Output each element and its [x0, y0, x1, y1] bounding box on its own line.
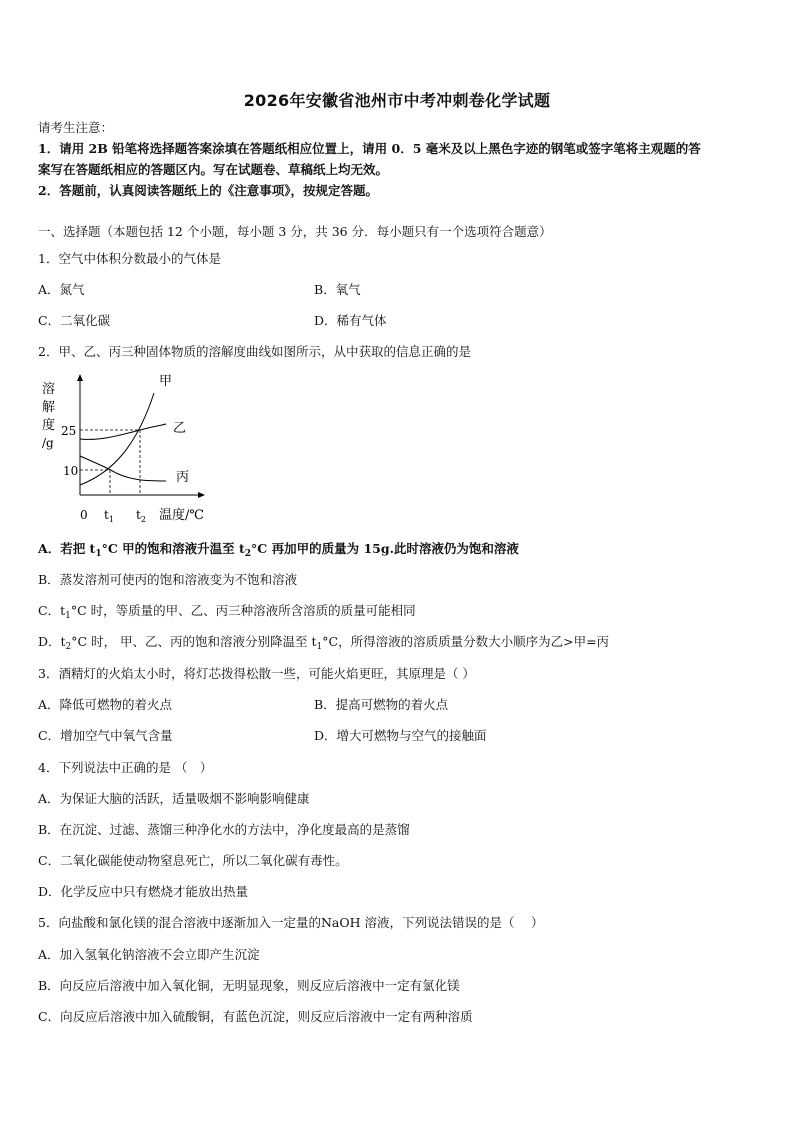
- question-2-option-a: A．若把 $t_1^\circ C$ 甲的饱和溶液升温至 $t_2^\circ C$ 再加甲的质量为 15g.此时溶液仍为饱和溶液: [38, 541, 519, 559]
- question-5-option-a: A．加入氢氧化钠溶液不会立即产生沉淀: [38, 947, 260, 962]
- y-axis-arrow: [77, 374, 83, 381]
- question-3-option-b: B．提高可燃物的着火点: [314, 697, 449, 712]
- y-axis-label-3: 度: [42, 418, 56, 433]
- question-4-option-b: B．在沉淀、过滤、蒸馏三种净化水的方法中，净化度最高的是蒸馏: [38, 822, 410, 837]
- question-1-option-d: D．稀有气体: [314, 313, 387, 328]
- notice-item-1a: 1．请用 2B 铅笔将选择题答案涂填在答题纸相应位置上，请用 0．5 毫米及以上黑色字迹的钢笔或签字笔将主观题的答: [38, 141, 701, 156]
- notice-heading: 请考生注意：: [38, 120, 114, 135]
- question-1-option-a: A．氮气: [38, 282, 85, 297]
- y-axis-label-2: 解: [42, 400, 56, 415]
- y-axis-label-4: /g: [42, 436, 54, 450]
- question-4-option-d: D．化学反应中只有燃烧才能放出热量: [38, 884, 249, 899]
- x-axis-label: 温度/℃: [159, 508, 204, 523]
- origin-label: 0: [80, 508, 88, 522]
- notice-item-2: 2．答题前，认真阅读答题纸上的《注意事项》，按规定答题。: [38, 183, 378, 198]
- question-2-option-d: D．$t_2^\circ C$ 时， 甲、乙、丙的饱和溶液分别降温至 $t_1^\circ C$，所得溶液的溶质质量分数大小顺序为乙>甲=丙: [38, 634, 610, 652]
- question-1-option-b: B．氧气: [314, 282, 361, 297]
- question-1-option-c: C．二氧化碳: [38, 313, 111, 328]
- curve-label-bing: 丙: [176, 470, 190, 485]
- x-tick-t2: $t_2$: [136, 508, 146, 524]
- x-axis-arrow: [198, 492, 205, 498]
- curve-label-jia: 甲: [159, 374, 173, 389]
- question-3-option-c: C．增加空气中氧气含量: [38, 728, 173, 743]
- section-heading: 一、选择题（本题包括 12 个小题，每小题 3 分，共 36 分．每小题只有一个选项符合题意）: [38, 224, 552, 239]
- question-5-stem: 5．向盐酸和氯化镁的混合溶液中逐渐加入一定量的NaOH 溶液，下列说法错误的是（ ）: [38, 915, 544, 930]
- question-4-option-c: C．二氧化碳能使动物窒息死亡，所以二氧化碳有毒性。: [38, 853, 348, 868]
- solubility-graph: [36, 368, 226, 526]
- y-axis-label-1: 溶: [42, 382, 56, 397]
- curve-yi: [80, 424, 166, 439]
- curve-bing: [80, 456, 166, 481]
- curve-label-yi: 乙: [173, 421, 187, 436]
- question-4-option-a: A．为保证大脑的活跃，适量吸烟不影响影响健康: [38, 791, 310, 806]
- question-3-option-d: D．增大可燃物与空气的接触面: [314, 728, 487, 743]
- question-5-option-c: C．向反应后溶液中加入硫酸铜，有蓝色沉淀，则反应后溶液中一定有两种溶质: [38, 1009, 473, 1024]
- page-title: 2026年安徽省池州市中考冲刺卷化学试题: [243, 91, 551, 110]
- question-5-option-b: B．向反应后溶液中加入氧化铜，无明显现象，则反应后溶液中一定有氯化镁: [38, 978, 460, 993]
- notice-item-1b: 案写在答题纸相应的答题区内。写在试题卷、草稿纸上均无效。: [38, 162, 389, 177]
- question-1-stem: 1．空气中体积分数最小的气体是: [38, 251, 221, 266]
- question-2-option-c: C．$t_1^\circ C$ 时，等质量的甲、乙、丙三种溶液所含溶质的质量可能相同: [38, 603, 416, 621]
- question-3-stem: 3．酒精灯的火焰太小时，将灯芯拨得松散一些，可能火焰更旺，其原理是（ ）: [38, 666, 475, 681]
- question-2-option-b: B．蒸发溶剂可使丙的饱和溶液变为不饱和溶液: [38, 572, 298, 587]
- y-tick-25: 25: [61, 424, 77, 438]
- y-tick-10: 10: [63, 464, 79, 478]
- x-tick-t1: $t_1$: [104, 508, 114, 524]
- question-2-stem: 2．甲、乙、丙三种固体物质的溶解度曲线如图所示，从中获取的信息正确的是: [38, 344, 471, 359]
- question-4-stem: 4．下列说法中正确的是 （ ）: [38, 760, 213, 775]
- question-3-option-a: A．降低可燃物的着火点: [38, 697, 173, 712]
